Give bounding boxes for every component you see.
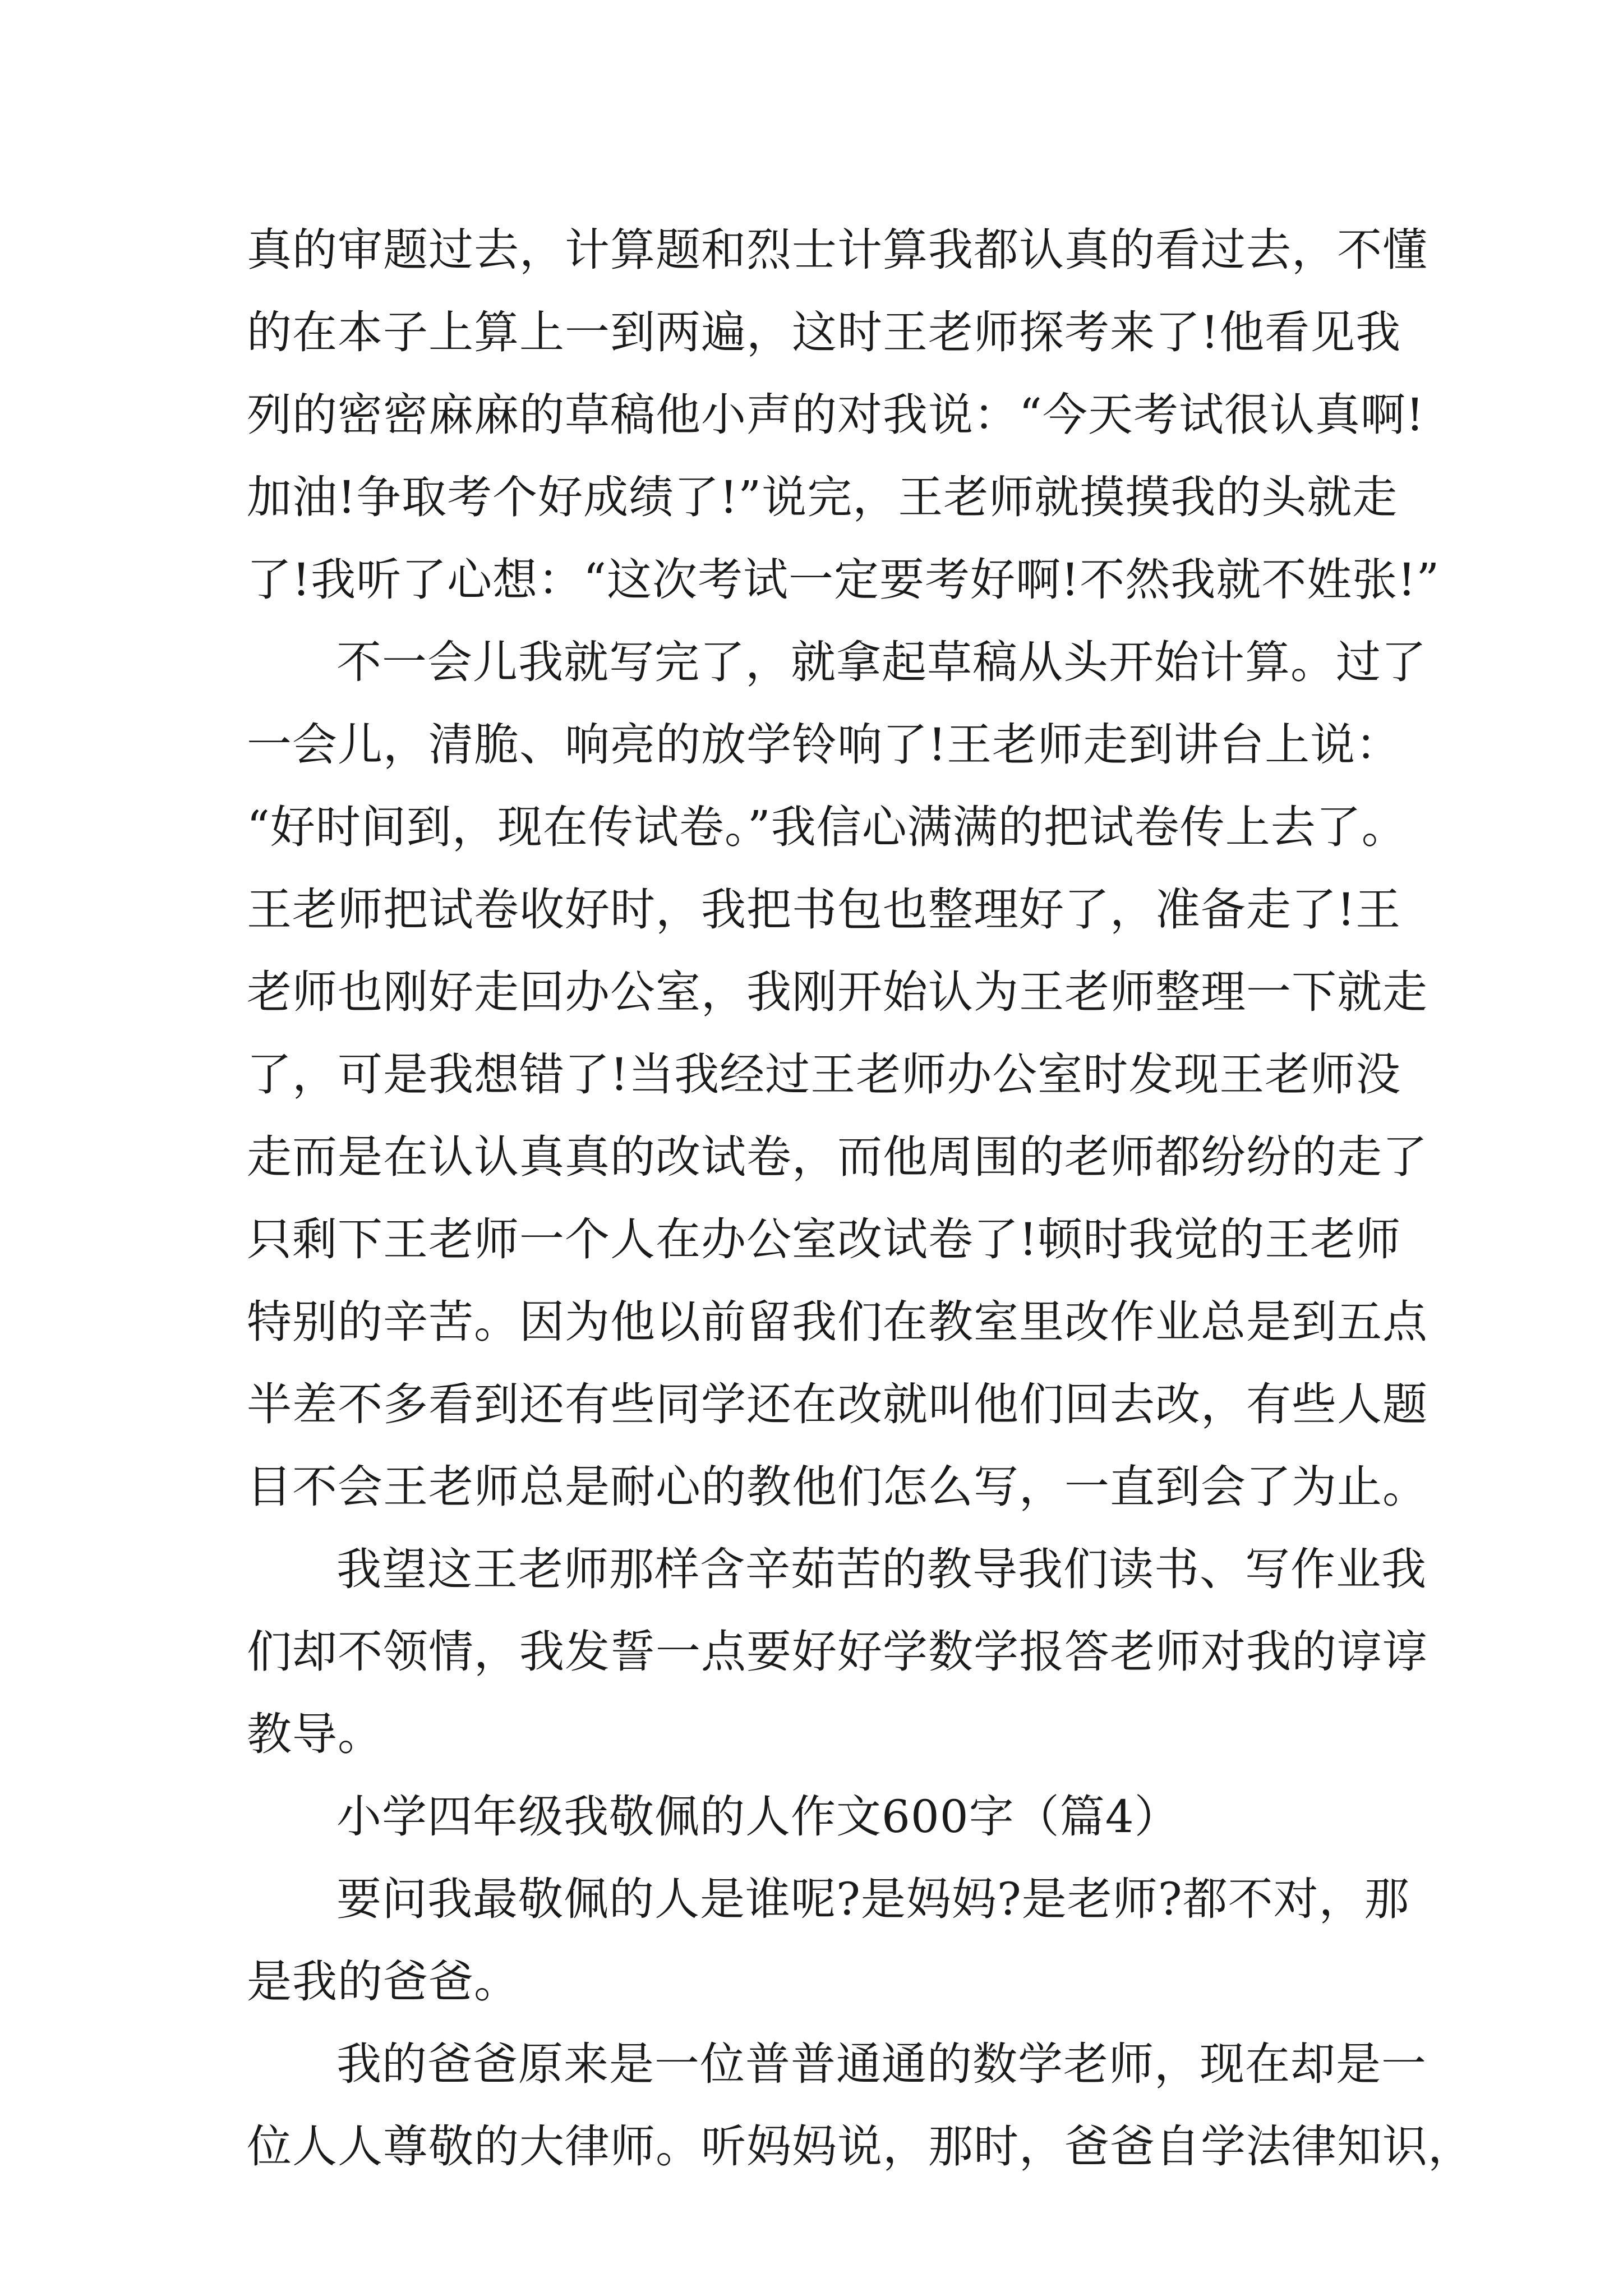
document-body <box>247 209 1473 2188</box>
text-line: 王老师把试卷收好时，我把书包也整理好了，准备走了!王 <box>247 884 1401 936</box>
text-line: “好时间到，现在传试卷。”我信心满满的把试卷传上去了。 <box>247 801 1407 853</box>
text-line: 位人人尊敬的大律师。听妈妈说，那时，爸爸自学法律知识， <box>247 2120 1473 2173</box>
text-line: 教导。 <box>247 1708 383 1760</box>
text-line: 要问我最敬佩的人是谁呢?是妈妈?是老师?都不对，那 <box>336 1873 1410 1925</box>
text-line: 一会儿，清脆、响亮的放学铃响了!王老师走到讲台上说： <box>247 719 1401 771</box>
text-line: 不一会儿我就写完了，就拿起草稿从头开始计算。过了 <box>336 636 1427 688</box>
text-line: 老师也刚好走回办公室，我刚开始认为王老师整理一下就走 <box>247 966 1428 1018</box>
text-line: 半差不多看到还有些同学还在改就叫他们回去改，有些人题 <box>247 1378 1428 1430</box>
text-line: 列的密密麻麻的草稿他小声的对我说：“今天考试很认真啊! <box>247 389 1425 441</box>
text-line: 的在本子上算上一到两遍，这时王老师探考来了!他看见我 <box>247 306 1401 358</box>
text-line: 走而是在认认真真的改试卷，而他周围的老师都纷纷的走了 <box>247 1131 1428 1183</box>
text-line: 我望这王老师那样含辛茹苦的教导我们读书、写作业我 <box>336 1543 1427 1595</box>
text-line: 了!我听了心想：“这次考试一定要考好啊!不然我就不姓张!” <box>247 554 1440 606</box>
text-line: 只剩下王老师一个人在办公室改试卷了!顿时我觉的王老师 <box>247 1213 1401 1266</box>
text-line: 我的爸爸原来是一位普普通通的数学老师，现在却是一 <box>336 2038 1427 2090</box>
text-line: 加油!争取考个好成绩了!”说完，王老师就摸摸我的头就走 <box>247 471 1398 523</box>
text-line: 特别的辛苦。因为他以前留我们在教室里改作业总是到五点 <box>247 1296 1428 1348</box>
text-line: 小学四年级我敬佩的人作文600字（篇4） <box>336 1791 1180 1843</box>
text-line: 真的审题过去，计算题和烈士计算我都认真的看过去，不懂 <box>247 224 1428 276</box>
text-line: 了，可是我想错了!当我经过王老师办公室时发现王老师没 <box>247 1048 1401 1101</box>
text-line: 们却不领情，我发誓一点要好好学数学报答老师对我的谆谆 <box>247 1626 1428 1678</box>
text-line: 是我的爸爸。 <box>247 1955 519 2008</box>
text-line: 目不会王老师总是耐心的教他们怎么写，一直到会了为止。 <box>247 1461 1428 1513</box>
